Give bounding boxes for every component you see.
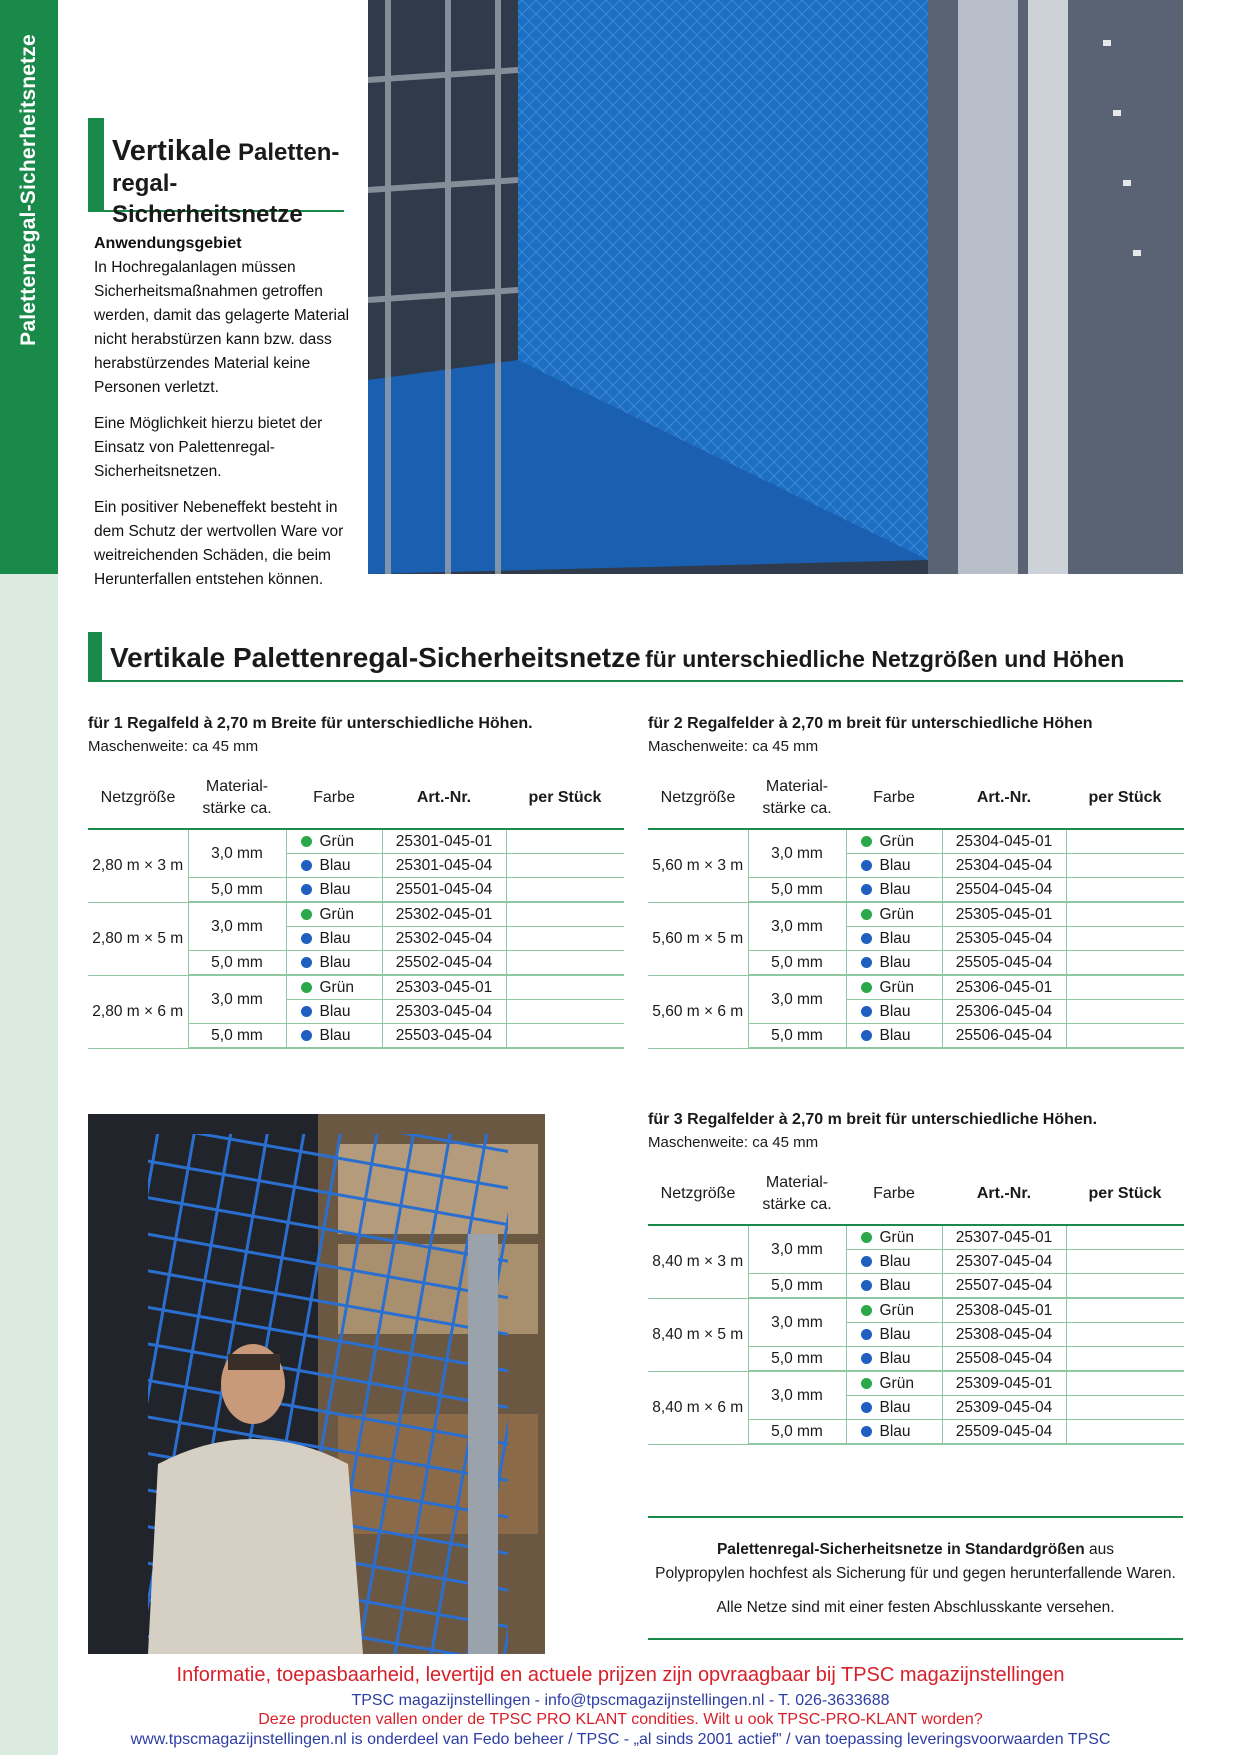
header-price: per Stück [506,768,624,829]
footer-line2: TPSC magazijnstellingen - info@tpscmagazijnstellingen.nl - T. 026-3633688 [351,1692,890,1709]
table-row [88,975,624,1000]
price-cell [1066,1371,1184,1396]
color-cell [286,1000,382,1024]
price-cell [506,878,624,903]
color-label: Blau [879,1026,911,1044]
price-cell [506,1000,624,1024]
warehouse-photo-illustration [368,0,1183,574]
color-cell [286,951,382,976]
color-label: Blau [319,1026,351,1044]
color-label: Blau [879,1002,911,1020]
color-label: Grün [879,1228,914,1246]
intro-paragraph-3: Ein positiver Nebeneffekt besteht in dem Schutz der wertvollen Ware vor weitreichenden Schäden, die beim Herunterfallen entstehen können. [94,499,344,588]
material-cell: 5,0 mm [748,951,846,976]
color-label: Blau [879,1398,911,1416]
material-cell: 3,0 mm [188,829,286,878]
table-block-1 [88,712,624,1049]
price-cell [1066,1396,1184,1420]
blue-dot-icon [301,1030,312,1041]
price-cell [506,927,624,951]
table-block-3 [648,1108,1184,1445]
sidebar-label: Palettenregal-Sicherheitsnetze [17,34,40,346]
footer-line1: Informatie, toepasbaarheid, levertijd en actuele prijzen zijn opvraagbaar bij TPSC magazijnstellingen [176,1664,1065,1686]
color-cell [846,1274,942,1299]
green-dot-icon [861,982,872,993]
color-label: Grün [879,905,914,923]
price-cell [1066,975,1184,1000]
price-cell [506,854,624,878]
art-nr-cell: 25309-045-01 [942,1371,1066,1396]
price-cell [1066,1024,1184,1049]
table-header-row [648,768,1184,829]
net-size-cell: 5,60 m × 6 m [648,975,748,1048]
table-row [648,1225,1184,1250]
material-cell: 5,0 mm [748,1347,846,1372]
material-cell: 3,0 mm [748,902,846,951]
blue-dot-icon [861,957,872,968]
color-label: Blau [879,1276,911,1294]
color-cell [846,1000,942,1024]
sidebar [0,0,58,1755]
art-nr-cell: 25509-045-04 [942,1420,1066,1445]
color-label: Grün [879,978,914,996]
price-cell [1066,878,1184,903]
page-title [88,118,344,228]
art-nr-cell: 25306-045-01 [942,975,1066,1000]
color-cell [846,1420,942,1445]
art-nr-cell: 25304-045-04 [942,854,1066,878]
material-cell: 3,0 mm [748,829,846,878]
art-nr-cell: 25506-045-04 [942,1024,1066,1049]
footer-line3: Deze producten vallen onder de TPSC PRO KLANT condities. Wilt u ook TPSC-PRO-KLANT worden? [258,1711,983,1728]
color-cell [286,975,382,1000]
price-cell [1066,1250,1184,1274]
net-size-cell: 2,80 m × 3 m [88,829,188,902]
net-table [88,768,624,1049]
table-caption: für 1 Regalfeld à 2,70 m Breite für unterschiedliche Höhen. [88,715,533,732]
art-nr-cell: 25307-045-04 [942,1250,1066,1274]
header-size: Netzgröße [88,768,188,829]
material-cell: 5,0 mm [748,1420,846,1445]
net-size-cell: 8,40 m × 3 m [648,1225,748,1298]
price-cell [1066,1347,1184,1372]
green-dot-icon [861,909,872,920]
color-label: Blau [879,856,911,874]
art-nr-cell: 25301-045-01 [382,829,506,854]
art-nr-cell: 25305-045-04 [942,927,1066,951]
art-nr-cell: 25505-045-04 [942,951,1066,976]
info-line2: Polypropylen hochfest als Sicherung für und gegen herunterfallende Waren. [655,1565,1176,1582]
color-label: Blau [879,929,911,947]
color-cell [846,1396,942,1420]
blue-dot-icon [861,884,872,895]
blue-dot-icon [861,1353,872,1364]
blue-dot-icon [301,957,312,968]
art-nr-cell: 25303-045-01 [382,975,506,1000]
header-price: per Stück [1066,1164,1184,1225]
intro-heading: Anwendungsgebiet [94,235,242,252]
green-dot-icon [861,1305,872,1316]
art-nr-cell: 25301-045-04 [382,854,506,878]
net-table [648,1164,1184,1445]
net-size-cell: 2,80 m × 6 m [88,975,188,1048]
art-nr-cell: 25507-045-04 [942,1274,1066,1299]
price-cell [1066,951,1184,976]
net-size-cell: 5,60 m × 3 m [648,829,748,902]
intro-paragraph-2: Eine Möglichkeit hierzu bietet der Einsatz von Palettenregal-Sicherheitsnetzen. [94,415,323,480]
green-dot-icon [861,836,872,847]
material-cell: 5,0 mm [748,878,846,903]
art-nr-cell: 25302-045-04 [382,927,506,951]
header-color: Farbe [846,768,942,829]
table-header-row [648,1164,1184,1225]
info-line3: Alle Netze sind mit einer festen Abschlusskante versehen. [716,1599,1115,1616]
section-title [88,632,1183,682]
table-mesh: Maschenweite: ca 45 mm [648,738,819,755]
green-dot-icon [301,836,312,847]
material-cell: 3,0 mm [188,975,286,1024]
section-title-sub: für unterschiedliche Netzgrößen und Höhen [645,646,1125,672]
color-label: Grün [879,832,914,850]
header-material: Material- stärke ca. [188,768,286,829]
green-dot-icon [301,982,312,993]
price-cell [506,902,624,927]
color-cell [846,1347,942,1372]
price-cell [506,975,624,1000]
color-cell [286,902,382,927]
table-row [648,975,1184,1000]
color-cell [846,1250,942,1274]
material-cell: 3,0 mm [188,902,286,951]
price-cell [1066,927,1184,951]
table-caption: für 2 Regalfelder à 2,70 m breit für unterschiedliche Höhen [648,715,1093,732]
header-material: Material- stärke ca. [748,768,846,829]
blue-dot-icon [861,1280,872,1291]
header-color: Farbe [846,1164,942,1225]
table-row [88,902,624,927]
blue-dot-icon [861,1006,872,1017]
color-label: Blau [879,1252,911,1270]
blue-dot-icon [861,1402,872,1413]
color-label: Blau [319,880,351,898]
art-nr-cell: 25307-045-01 [942,1225,1066,1250]
table-row [648,829,1184,854]
price-cell [506,1024,624,1049]
color-cell [846,1225,942,1250]
header-art-nr: Art.-Nr. [942,768,1066,829]
table-caption: für 3 Regalfelder à 2,70 m breit für unterschiedliche Höhen. [648,1111,1098,1128]
price-cell [506,951,624,976]
color-cell [846,878,942,903]
header-color: Farbe [286,768,382,829]
color-cell [286,854,382,878]
art-nr-cell: 25308-045-04 [942,1323,1066,1347]
price-cell [1066,1298,1184,1323]
blue-dot-icon [301,933,312,944]
art-nr-cell: 25504-045-04 [942,878,1066,903]
intro-paragraph-1: In Hochregalanlagen müssen Sicherheitsmaßnahmen getroffen werden, damit das gelagerte Material nicht herabstürzen kann bzw. dass herabstürzendes Material keine Personen verletzt. [94,259,350,396]
blue-dot-icon [861,860,872,871]
price-cell [1066,854,1184,878]
title-word1: Vertikale [112,135,232,167]
price-cell [1066,829,1184,854]
art-nr-cell: 25303-045-04 [382,1000,506,1024]
art-nr-cell: 25309-045-04 [942,1396,1066,1420]
net-table [648,768,1184,1049]
material-cell: 5,0 mm [748,1024,846,1049]
blue-dot-icon [301,860,312,871]
color-cell [286,1024,382,1049]
color-label: Grün [319,832,354,850]
header-size: Netzgröße [648,768,748,829]
color-label: Blau [879,1422,911,1440]
green-dot-icon [861,1232,872,1243]
table-row [648,1298,1184,1323]
net-size-cell: 5,60 m × 5 m [648,902,748,975]
color-cell [846,1323,942,1347]
art-nr-cell: 25502-045-04 [382,951,506,976]
color-cell [846,829,942,854]
title-line2: regal-Sicherheitsnetze [112,170,303,228]
header-art-nr: Art.-Nr. [942,1164,1066,1225]
blue-dot-icon [861,1030,872,1041]
table-row [648,1371,1184,1396]
header-size: Netzgröße [648,1164,748,1225]
material-cell: 3,0 mm [748,1371,846,1420]
color-label: Grün [879,1301,914,1319]
material-cell: 5,0 mm [188,951,286,976]
material-cell: 5,0 mm [748,1274,846,1299]
blue-dot-icon [861,933,872,944]
intro-text [94,232,354,604]
blue-dot-icon [861,1329,872,1340]
color-cell [846,1024,942,1049]
color-label: Blau [879,953,911,971]
color-label: Blau [319,856,351,874]
color-cell [846,854,942,878]
color-label: Blau [879,1349,911,1367]
color-label: Blau [319,1002,351,1020]
blue-dot-icon [301,884,312,895]
header-art-nr: Art.-Nr. [382,768,506,829]
blue-dot-icon [301,1006,312,1017]
color-cell [846,975,942,1000]
color-cell [846,951,942,976]
man-with-net-photo [88,1114,545,1654]
color-cell [846,1371,942,1396]
art-nr-cell: 25508-045-04 [942,1347,1066,1372]
price-cell [1066,1420,1184,1445]
color-cell [846,1298,942,1323]
green-dot-icon [301,909,312,920]
sidebar-green-band [0,0,58,574]
net-size-cell: 2,80 m × 5 m [88,902,188,975]
title-word2: Paletten- [238,139,340,166]
color-cell [286,927,382,951]
color-label: Blau [879,880,911,898]
color-label: Blau [879,1325,911,1343]
material-cell: 5,0 mm [188,878,286,903]
color-label: Blau [319,929,351,947]
info-bold: Palettenregal-Sicherheitsnetze in Standardgrößen [716,1541,1085,1558]
art-nr-cell: 25308-045-01 [942,1298,1066,1323]
art-nr-cell: 25304-045-01 [942,829,1066,854]
material-cell: 3,0 mm [748,975,846,1024]
header-material: Material- stärke ca. [748,1164,846,1225]
color-label: Blau [319,953,351,971]
footer-line4: www.tpscmagazijnstellingen.nl is onderdeel van Fedo beheer / TPSC - „al sinds 2001 actief" / van toepassing leveringsvoorwaarden TPSC [130,1731,1111,1748]
blue-dot-icon [861,1256,872,1267]
art-nr-cell: 25302-045-01 [382,902,506,927]
price-cell [506,829,624,854]
price-cell [1066,1274,1184,1299]
table-row [88,829,624,854]
art-nr-cell: 25501-045-04 [382,878,506,903]
price-cell [1066,1000,1184,1024]
price-cell [1066,1323,1184,1347]
material-cell: 5,0 mm [188,1024,286,1049]
green-dot-icon [861,1378,872,1389]
price-cell [1066,902,1184,927]
table-block-2 [648,712,1184,1049]
table-mesh: Maschenweite: ca 45 mm [648,1134,819,1151]
art-nr-cell: 25503-045-04 [382,1024,506,1049]
material-cell: 3,0 mm [748,1225,846,1274]
art-nr-cell: 25305-045-01 [942,902,1066,927]
warehouse-photo [368,0,1183,574]
net-size-cell: 8,40 m × 6 m [648,1371,748,1444]
header-price: per Stück [1066,768,1184,829]
color-cell [846,902,942,927]
section-title-main: Vertikale Palettenregal-Sicherheitsnetze [110,642,641,673]
color-cell [286,829,382,854]
color-label: Grün [879,1374,914,1392]
table-mesh: Maschenweite: ca 45 mm [88,738,259,755]
info-rest: aus [1084,1541,1115,1558]
art-nr-cell: 25306-045-04 [942,1000,1066,1024]
info-box [648,1516,1183,1640]
blue-dot-icon [861,1426,872,1437]
color-label: Grün [319,978,354,996]
man-with-net-illustration [88,1114,545,1654]
material-cell: 3,0 mm [748,1298,846,1347]
net-size-cell: 8,40 m × 5 m [648,1298,748,1371]
price-cell [1066,1225,1184,1250]
color-label: Grün [319,905,354,923]
color-cell [286,878,382,903]
color-cell [846,927,942,951]
table-row [648,902,1184,927]
table-header-row [88,768,624,829]
